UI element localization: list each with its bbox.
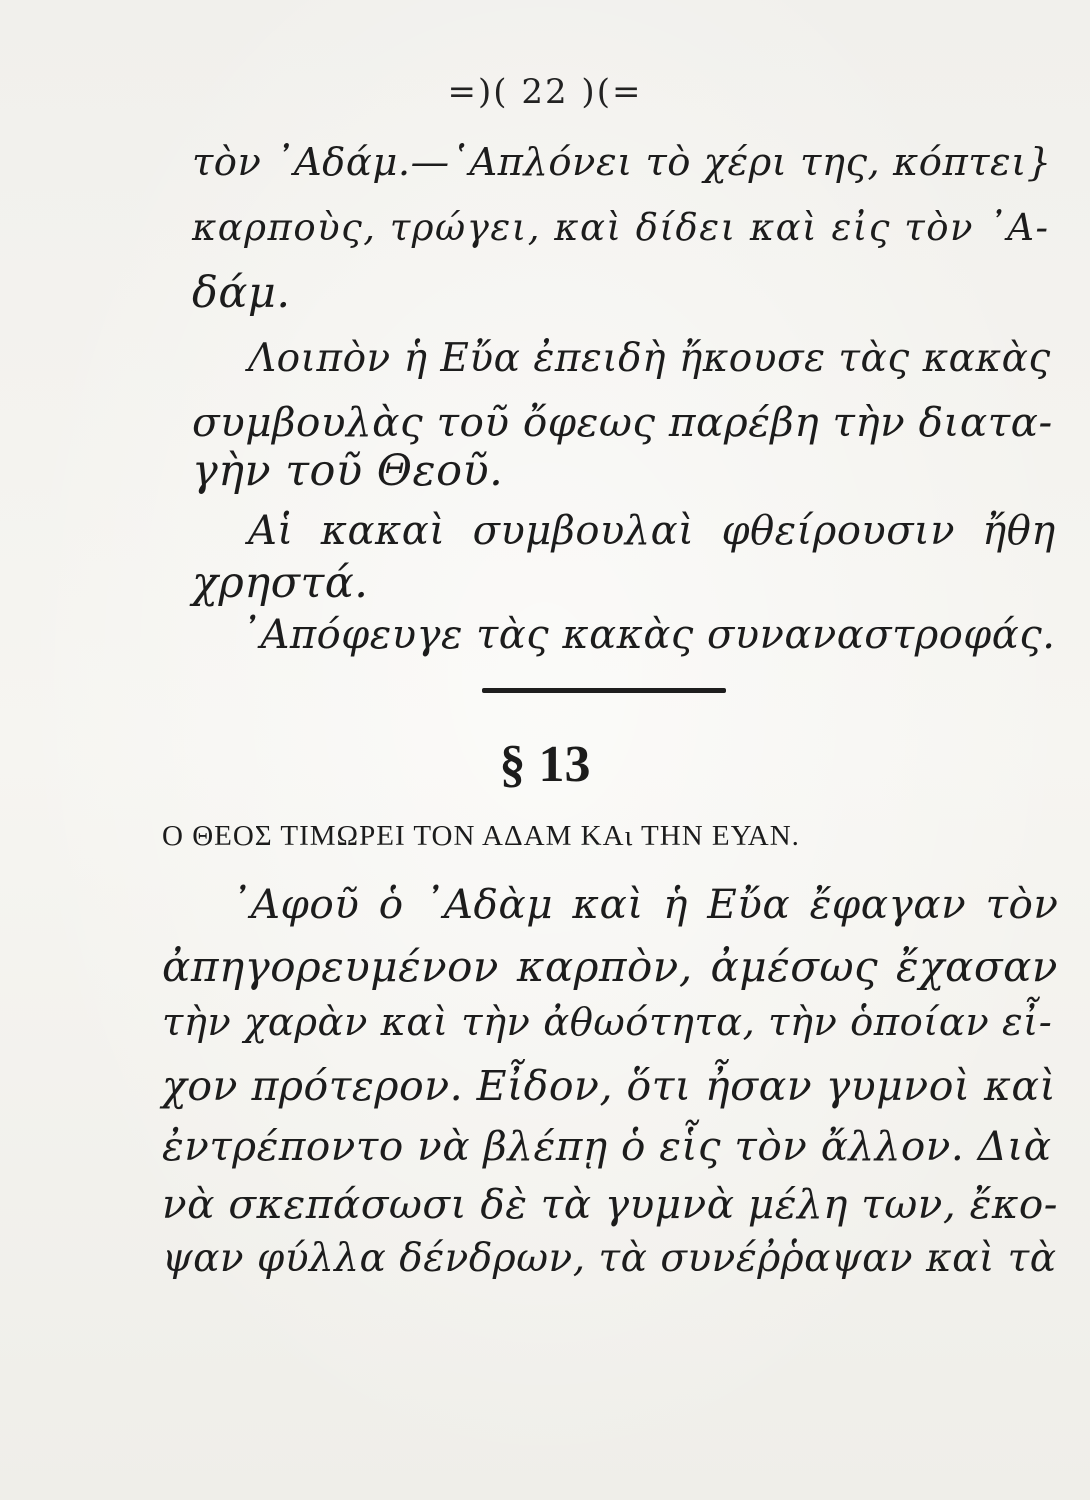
text-line: συμβουλὰς τοῦ ὄφεως παρέβη τὴν διατα- <box>192 398 1053 446</box>
text-line: γὴν τοῦ Θεοῦ. <box>192 446 504 496</box>
text-line: νὰ σκεπάσωσι δὲ τὰ γυμνὰ μέλη των, ἔκο- <box>162 1180 1058 1228</box>
text-line: τὸν ᾿Αδάμ.—῾Απλόνει τὸ χέρι της, κόπτει} <box>192 140 1052 185</box>
text-line: ἐντρέποντο νὰ βλέπῃ ὁ εἷς τὸν ἄλλον. Διὰ <box>162 1122 1052 1170</box>
section-title: Ο ΘΕΟΣ ΤΙΜΩΡΕΙ ΤΟΝ ΑΔΑΜ ΚΑι ΤΗΝ ΕΥΑΝ. <box>162 820 800 852</box>
text-line: Αἱ κακαὶ συμβουλαὶ φθείρουσιν ἤθη <box>248 508 1056 554</box>
section-number: § 13 <box>499 736 591 793</box>
text-line: δάμ. <box>192 268 291 318</box>
page-number-header: =)( 22 )(= <box>447 72 643 112</box>
section-divider <box>482 688 726 693</box>
text-line: τὴν χαρὰν καὶ τὴν ἀθωότητα, τὴν ὁποίαν εἶ- <box>162 1000 1053 1045</box>
text-line: ἀπηγορευμένον καρπὸν, ἀμέσως ἔχασαν <box>162 942 1058 991</box>
text-line: χον πρότερον. Εἶδον, ὅτι ἦσαν γυμνοὶ καὶ <box>162 1062 1057 1110</box>
text-line: ᾿Αφοῦ ὁ ᾿Αδὰμ καὶ ἡ Εὔα ἔφαγαν τὸν <box>230 880 1059 928</box>
text-line: χρηστά. <box>192 558 369 608</box>
text-line: ψαν φύλλα δένδρων, τὰ συνέῤῥαψαν καὶ τὰ <box>162 1236 1057 1281</box>
text-line: Λοιπὸν ἡ Εὔα ἐπειδὴ ἤκουσε τὰς κακὰς <box>248 336 1051 381</box>
text-line: ᾿Απόφευγε τὰς κακὰς συναναστροφάς. <box>240 612 1056 658</box>
text-line: καρποὺς, τρώγει, καὶ δίδει καὶ εἰς τὸν ᾿Α- <box>192 206 1050 249</box>
